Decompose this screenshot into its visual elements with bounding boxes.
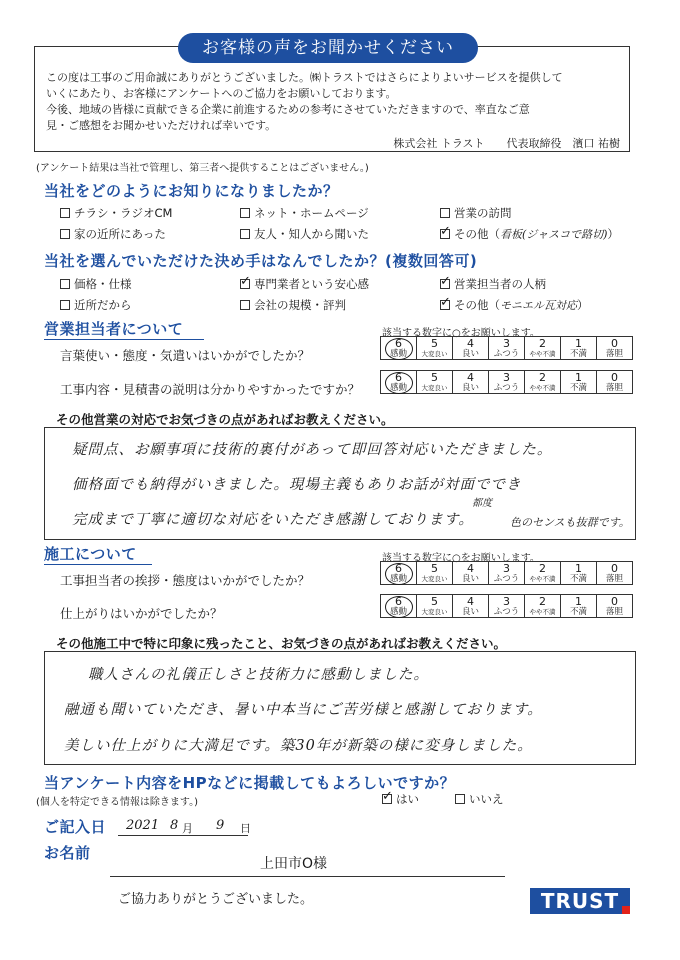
date-year: 2021 [126,818,160,833]
rating-cell-selected[interactable]: 6 感動 [381,595,417,618]
sales-comment-line: 疑問点、お願事項に技術的裏付があって即回答対応いただきました。 [72,442,553,458]
checkbox-icon [60,300,70,310]
construction-rating-caption: 該当する数字に○をお願いします。 [382,553,540,564]
sales-comment-insert: 都度 [472,498,492,509]
checkbox-icon [240,229,250,239]
rating-cell[interactable]: 3 ふつう [489,595,525,618]
publish-yes-option[interactable]: ✓ はい [382,791,419,807]
rating-cell-selected[interactable]: 6 感動 [381,337,417,360]
sales-rating-caption: 該当する数字に○をお願いします。 [382,328,540,339]
checkbox-icon [240,208,250,218]
rating-cell[interactable]: 2 やや不満 [525,595,561,618]
q1-option-visit[interactable]: 営業の訪問 [440,205,512,221]
q2-other-answer: モニエル瓦対応 [500,299,577,312]
construction-question-manner: 工事担当者の挨拶・態度はいかがでしたか？ [60,573,311,588]
rating-cell-selected[interactable]: 6 感動 [381,562,417,585]
rating-cell[interactable]: 2 やや不満 [525,371,561,394]
construction-comment-line: 融通も聞いていただき、暑い中本当にご苦労様と感謝しております。 [64,702,543,718]
trust-logo: TRUST [530,888,630,914]
checkbox-checked-icon [382,794,392,804]
checkbox-checked-icon [240,279,250,289]
q2-option-other[interactable]: ✓ その他（モニエル瓦対応） [440,297,589,313]
construction-comment-line: 美しい仕上がりに大満足です。築30年が新築の様に変身しました。 [64,738,533,754]
checkbox-icon [60,279,70,289]
checkbox-icon [455,794,465,804]
construction-rating-table-manner [380,561,633,585]
checkbox-checked-icon [440,300,450,310]
name-value: 上田市O様 [260,856,328,872]
date-day: 9 [216,818,225,833]
name-label: お名前 [44,844,91,862]
rating-cell[interactable]: 5 大変良い [417,562,453,585]
signature: 株式会社 トラスト 代表取締役 濱口 祐樹 [393,137,620,150]
publish-no-option[interactable]: いいえ [455,791,504,807]
q1-option-nearby[interactable]: 家の近所にあった [60,226,166,242]
sales-rating-table-explanation [380,370,633,394]
sales-comment-line: 価格面でも納得がいきました。現場主義もありお話が対面ででき [72,477,522,493]
q1-heading: 当社をどのようにお知りになりましたか？ [44,182,339,200]
sales-comment-line: 完成まで丁寧に適切な対応をいただき感謝しております。 [72,512,474,528]
checkbox-icon [60,208,70,218]
rating-cell[interactable]: 5 大変良い [417,595,453,618]
checkbox-checked-icon [440,279,450,289]
construction-rating-table-finish [380,594,633,618]
publish-note: (個人を特定できる情報は除きます。) [36,797,199,808]
publish-heading: 当アンケート内容をHPなどに掲載してもよろしいですか？ [44,774,456,792]
q1-option-friend[interactable]: 友人・知人から聞いた [240,226,369,242]
thanks-message: ご協力ありがとうございました。 [118,892,314,907]
rating-cell[interactable]: 2 やや不満 [525,337,561,360]
rating-cell[interactable]: 1 不満 [561,337,597,360]
date-field[interactable] [118,818,251,836]
construction-heading: 施工について [44,543,152,565]
construction-question-finish: 仕上がりはいかがでしたか？ [60,606,223,621]
q1-option-web[interactable]: ネット・ホームページ [240,205,369,221]
intro-line: 今後、地域の皆様に貢献できる企業に前進するための参考にさせていただきますので、率直なご意 [46,103,530,116]
q2-option-price[interactable]: 価格・仕様 [60,276,132,292]
rating-cell[interactable]: 0 落胆 [597,595,633,618]
checkbox-icon [60,229,70,239]
q1-option-flyer[interactable]: チラシ・ラジオCM [60,205,172,221]
rating-cell[interactable]: 1 不満 [561,371,597,394]
rating-cell[interactable]: 1 不満 [561,595,597,618]
rating-cell[interactable]: 4 良い [453,562,489,585]
sales-rating-table-manner [380,336,633,360]
sales-question-explanation: 工事内容・見積書の説明は分かりやすかったですか？ [60,382,361,397]
privacy-notice: (アンケート結果は当社で管理し、第三者へ提供することはございません。) [36,163,369,174]
rating-cell[interactable]: 1 不満 [561,562,597,585]
intro-text [46,70,621,134]
survey-title: お客様の声をお聞かせください [178,33,478,63]
date-month-unit: 月 [182,822,193,835]
date-label: ご記入日 [44,818,107,836]
q2-option-specialist[interactable]: ✓ 専門業者という安心感 [240,276,369,292]
rating-cell[interactable]: 3 ふつう [489,337,525,360]
q2-heading: 当社を選んでいただけた決め手はなんでしたか？(複数回答可) [44,252,478,270]
rating-cell[interactable]: 3 ふつう [489,371,525,394]
intro-line: 見・ご感想をお聞かせいただければ幸いです。 [46,119,277,132]
rating-cell[interactable]: 5 大変良い [417,371,453,394]
q1-option-other[interactable]: ✓ その他（看板(ジャスコで路切)） [440,226,619,242]
rating-cell[interactable]: 0 落胆 [597,371,633,394]
checkbox-icon [240,300,250,310]
q1-other-answer: 看板(ジャスコで路切) [500,228,608,241]
date-month: 8 [170,818,179,833]
q2-option-sales-person[interactable]: ✓ 営業担当者の人柄 [440,276,546,292]
sales-comment-extra: 色のセンスも抜群です。 [510,516,630,529]
name-field[interactable] [110,853,505,877]
rating-cell[interactable]: 2 やや不満 [525,562,561,585]
q2-option-reputation[interactable]: 会社の規模・評判 [240,297,346,313]
checkbox-checked-icon [440,229,450,239]
sales-question-manner: 言葉使い・態度・気遣いはいかがでしたか？ [60,348,311,363]
rating-cell[interactable]: 4 良い [453,337,489,360]
intro-line: いくにあたり、お客様にアンケートへのご協力をお願いしております。 [46,87,397,100]
rating-cell[interactable]: 3 ふつう [489,562,525,585]
construction-other-heading: その他施工中で特に印象に残ったこと、お気づきの点があればお教えください。 [56,636,507,651]
checkbox-icon [440,208,450,218]
rating-cell[interactable]: 0 落胆 [597,562,633,585]
rating-cell-selected[interactable]: 6 感動 [381,371,417,394]
sales-other-heading: その他営業の対応でお気づきの点があればお教えください。 [56,412,394,427]
rating-cell[interactable]: 4 良い [453,595,489,618]
date-day-unit: 日 [240,822,251,835]
rating-cell[interactable]: 4 良い [453,371,489,394]
rating-cell[interactable]: 5 大変良い [417,337,453,360]
construction-comment-line: 職人さんの礼儀正しさと技術力に感動しました。 [88,667,429,683]
rating-cell[interactable]: 0 落胆 [597,337,633,360]
intro-line: この度は工事のご用命誠にありがとうございました。㈱トラストではさらによりよいサービスを提供して [46,71,563,84]
q2-option-nearby[interactable]: 近所だから [60,297,132,313]
sales-heading: 営業担当者について [44,318,204,340]
